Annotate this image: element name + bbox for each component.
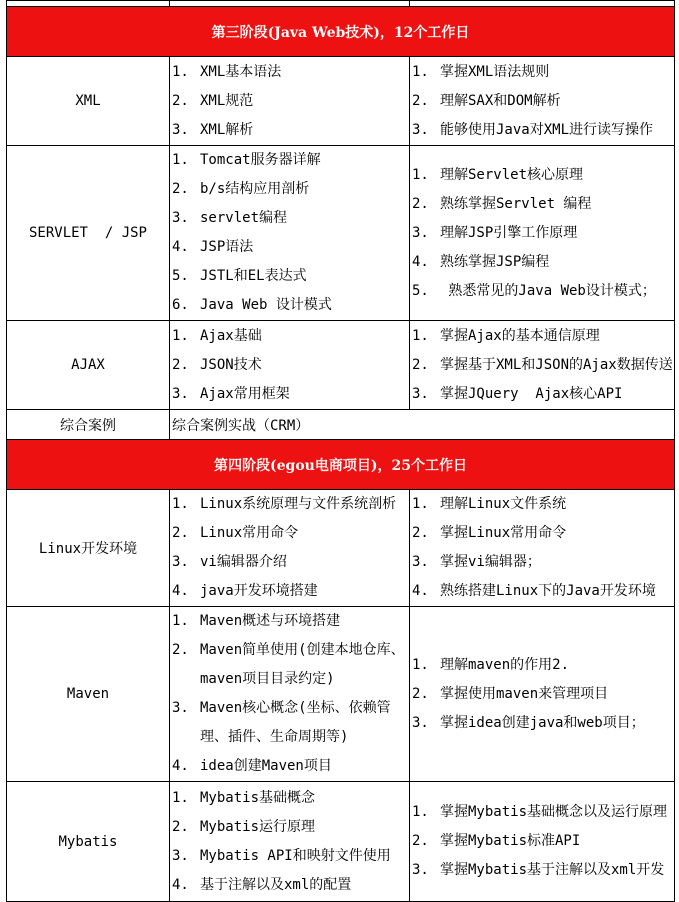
list-item: 4. java开发环境搭建 bbox=[172, 583, 318, 599]
stage-header-row bbox=[7, 440, 675, 490]
list-item: 3. 掌握Mybatis基于注解以及xml开发 bbox=[412, 862, 665, 878]
list-item: 4. 基于注解以及xml的配置 bbox=[172, 876, 352, 893]
list-item: 3. 掌握vi编辑器； bbox=[412, 554, 541, 570]
module-name: SERVLET / JSP bbox=[7, 146, 170, 321]
case-text: 综合案例实战（CRM） bbox=[170, 410, 675, 440]
list-item: 3. vi编辑器介绍 bbox=[172, 554, 287, 570]
goals-cell bbox=[410, 782, 675, 902]
goals-cell bbox=[410, 607, 675, 782]
list-item: 1. 理解maven的作用2. bbox=[412, 656, 570, 673]
list-item: 3. 理解JSP引擎工作原理 bbox=[412, 224, 578, 241]
content-cell bbox=[170, 782, 410, 902]
list-item: 1. 掌握Mybatis基础概念以及运行原理 bbox=[412, 804, 668, 820]
list-item: 4. JSP语法 bbox=[172, 239, 254, 255]
list-item: 1. 掌握XML语法规则 bbox=[412, 63, 550, 80]
list-item: 2. Linux常用命令 bbox=[172, 525, 299, 541]
list-item: 5. JSTL和EL表达式 bbox=[172, 268, 307, 284]
list-item: 1. Linux系统原理与文件系统剖析 bbox=[172, 496, 397, 512]
list-item: 2. 熟练掌握Servlet 编程 bbox=[412, 195, 592, 212]
list-item: 2. 掌握基于XML和JSON的Ajax数据传送 bbox=[412, 356, 673, 373]
content-cell bbox=[170, 490, 410, 607]
list-item: 2. XML规范 bbox=[172, 92, 254, 109]
table-row bbox=[7, 146, 675, 321]
module-name: Maven bbox=[7, 607, 170, 782]
module-name: AJAX bbox=[7, 321, 170, 410]
list-item: 3. 能够使用Java对XML进行读写操作 bbox=[412, 121, 654, 138]
list-item: 2. 掌握使用maven来管理项目 bbox=[412, 685, 609, 702]
goals-cell bbox=[410, 146, 675, 321]
content-cell bbox=[170, 146, 410, 321]
list-item: 1. Mybatis基础概念 bbox=[172, 789, 316, 806]
list-item: 3. Maven核心概念(坐标、依赖管理、插件、生命周期等) bbox=[172, 700, 391, 745]
case-name: 综合案例 bbox=[7, 410, 170, 440]
list-item: 3. Ajax常用框架 bbox=[172, 385, 290, 402]
list-item: 4. 熟练搭建Linux下的Java开发环境 bbox=[412, 583, 656, 599]
list-item: 3. XML解析 bbox=[172, 121, 254, 138]
content-cell bbox=[170, 321, 410, 410]
list-item: 1. 掌握Ajax的基本通信原理 bbox=[412, 327, 600, 344]
list-item: 3. 掌握idea创建java和web项目； bbox=[412, 714, 645, 731]
table-row bbox=[7, 782, 675, 902]
goals-cell bbox=[410, 321, 675, 410]
list-item: 2. 掌握Mybatis标准API bbox=[412, 833, 581, 849]
module-name: Linux开发环境 bbox=[7, 490, 170, 607]
list-item: 2. JSON技术 bbox=[172, 356, 262, 373]
stage-header: 第三阶段(Java Web技术)，12个工作日 bbox=[7, 7, 675, 57]
list-item: 1. Ajax基础 bbox=[172, 327, 262, 344]
goals-cell bbox=[410, 57, 675, 146]
list-item: 1. XML基本语法 bbox=[172, 63, 282, 80]
list-item: 5. 熟悉常见的Java Web设计模式； bbox=[412, 282, 656, 299]
table-row bbox=[7, 410, 675, 440]
module-name: XML bbox=[7, 57, 170, 146]
list-item: 2. b/s结构应用剖析 bbox=[172, 181, 310, 197]
list-item: 1. 理解Linux文件系统 bbox=[412, 496, 567, 512]
stage-header: 第四阶段(egou电商项目)，25个工作日 bbox=[7, 440, 675, 490]
list-item: 1. Maven概述与环境搭建 bbox=[172, 613, 341, 629]
list-item: 1. 理解Servlet核心原理 bbox=[412, 166, 584, 183]
content-cell bbox=[170, 607, 410, 782]
list-item: 2. Maven简单使用(创建本地仓库、maven项目目录约定) bbox=[172, 642, 405, 687]
table-row bbox=[7, 607, 675, 782]
list-item: 3. servlet编程 bbox=[172, 210, 288, 226]
list-item: 3. 掌握JQuery Ajax核心API bbox=[412, 385, 623, 402]
table-row bbox=[7, 57, 675, 146]
table-row bbox=[7, 490, 675, 607]
list-item: 2. Mybatis运行原理 bbox=[172, 818, 316, 835]
list-item: 6. Java Web 设计模式 bbox=[172, 297, 332, 313]
content-cell bbox=[170, 57, 410, 146]
table-row bbox=[7, 321, 675, 410]
list-item: 4. 熟练掌握JSP编程 bbox=[412, 253, 550, 270]
list-item: 2. 理解SAX和DOM解析 bbox=[412, 92, 561, 109]
module-name: Mybatis bbox=[7, 782, 170, 902]
goals-cell bbox=[410, 490, 675, 607]
list-item: 3. Mybatis API和映射文件使用 bbox=[172, 847, 391, 864]
list-item: 2. 掌握Linux常用命令 bbox=[412, 525, 567, 541]
stage-header-row bbox=[7, 7, 675, 57]
curriculum-table bbox=[6, 0, 675, 902]
list-item: 1. Tomcat服务器详解 bbox=[172, 152, 321, 168]
list-item: 4. idea创建Maven项目 bbox=[172, 758, 332, 774]
